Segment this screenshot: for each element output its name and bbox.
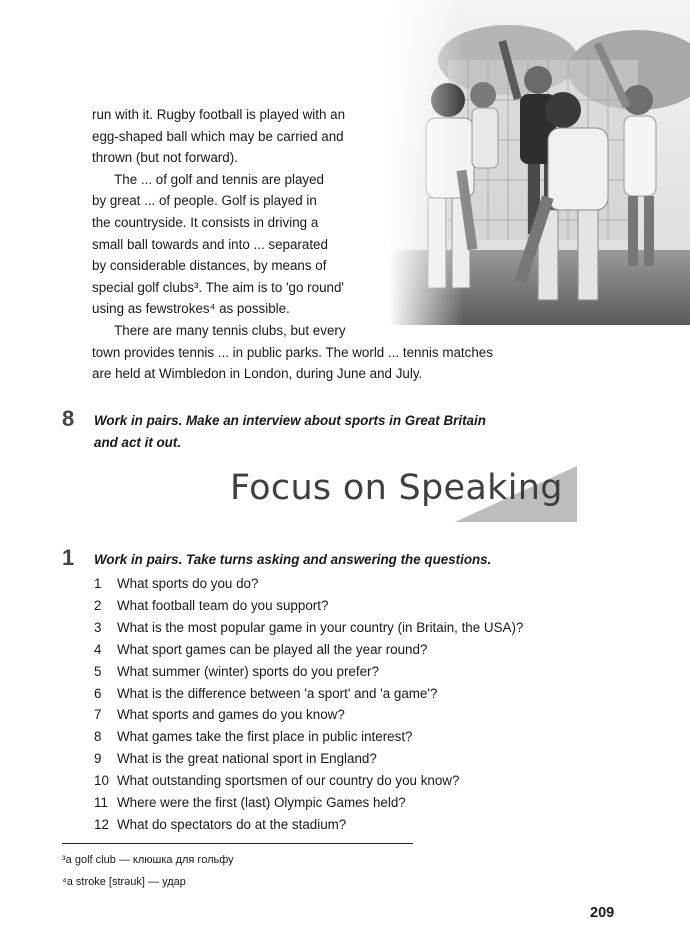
list-item: [94, 573, 523, 595]
question-number: 12: [94, 816, 109, 832]
question-text: What sport games can be played all the year round?: [117, 641, 428, 657]
question-number: 8: [94, 729, 102, 745]
reading-line: run with it. Rugby football is played with an: [92, 107, 346, 122]
question-text: What football team do you support?: [117, 597, 329, 613]
list-item: [94, 661, 523, 683]
question-number: 10: [94, 773, 109, 789]
footnote-divider: [62, 843, 413, 844]
question-number: 3: [94, 619, 102, 635]
question-text: What is the most popular game in your country (in Britain, the USA)?: [117, 619, 524, 635]
page-number: 209: [590, 905, 615, 921]
task-instruction: Work in pairs. Take turns asking and answering the questions.: [94, 552, 492, 567]
reading-line: town provides tennis ... in public parks. The world ... tennis matches: [92, 344, 493, 360]
question-text: What outstanding sportsmen of our country do you know?: [117, 773, 460, 789]
question-text: Where were the first (last) Olympic Games held?: [117, 795, 406, 811]
question-text: What is the difference between 'a sport' and 'a game'?: [117, 685, 438, 701]
list-item: [94, 704, 523, 726]
list-item: [94, 639, 523, 661]
reading-line: egg-shaped ball which may be carried and: [92, 128, 344, 144]
reading-line: by great ... of people. Golf is played in: [92, 193, 317, 209]
list-item: [94, 814, 523, 836]
question-text: What summer (winter) sports do you prefer?: [117, 663, 379, 679]
footnote: ³a golf club — клюшка для гольфу: [62, 854, 234, 866]
list-item: [94, 770, 523, 792]
reading-line: by considerable distances, by means of: [92, 258, 327, 274]
question-number: 6: [94, 685, 102, 701]
question-list: [94, 573, 523, 836]
question-number: 1: [94, 576, 102, 591]
reading-line: the countryside. It consists in driving a: [92, 214, 319, 230]
task-number: 8: [62, 406, 75, 431]
reading-line: thrown (but not forward).: [92, 150, 238, 166]
question-number: 5: [94, 663, 102, 679]
list-item: [94, 595, 523, 617]
section-title: Focus on Speaking: [230, 468, 563, 508]
question-number: 11: [94, 795, 108, 811]
reading-line: are held at Wimbledon in London, during June and July.: [92, 366, 423, 382]
question-number: 9: [94, 751, 102, 767]
list-item: [94, 617, 523, 639]
reading-passage: [92, 104, 572, 385]
footnotes: [62, 849, 234, 893]
question-number: 2: [94, 597, 102, 613]
reading-line: small ball towards and into ... separated: [92, 236, 328, 252]
task-number: 1: [62, 545, 75, 570]
list-item: [94, 748, 523, 770]
reading-line: using as fewstrokes⁴ as possible.: [92, 301, 290, 317]
question-number: 7: [94, 707, 102, 723]
question-text: What sports and games do you know?: [117, 707, 345, 723]
question-text: What do spectators do at the stadium?: [117, 816, 347, 832]
task-instruction-line: and act it out.: [94, 435, 182, 450]
list-item: [94, 683, 523, 705]
question-text: What is the great national sport in England?: [117, 751, 377, 767]
reading-line: The ... of golf and tennis are played: [92, 171, 325, 187]
question-text: What sports do you do?: [117, 576, 259, 591]
task-instruction: [94, 410, 574, 454]
question-number: 4: [94, 641, 102, 657]
list-item: [94, 792, 523, 814]
reading-line: There are many tennis clubs, but every: [92, 322, 346, 338]
footnote: ⁴a stroke [strəuk] — удар: [62, 876, 186, 888]
task-instruction-line: Work in pairs. Make an interview about sports in Great Britain: [94, 413, 486, 428]
reading-line: special golf clubs³. The aim is to 'go round': [92, 279, 344, 295]
list-item: [94, 726, 523, 748]
question-text: What games take the first place in public interest?: [117, 729, 413, 745]
